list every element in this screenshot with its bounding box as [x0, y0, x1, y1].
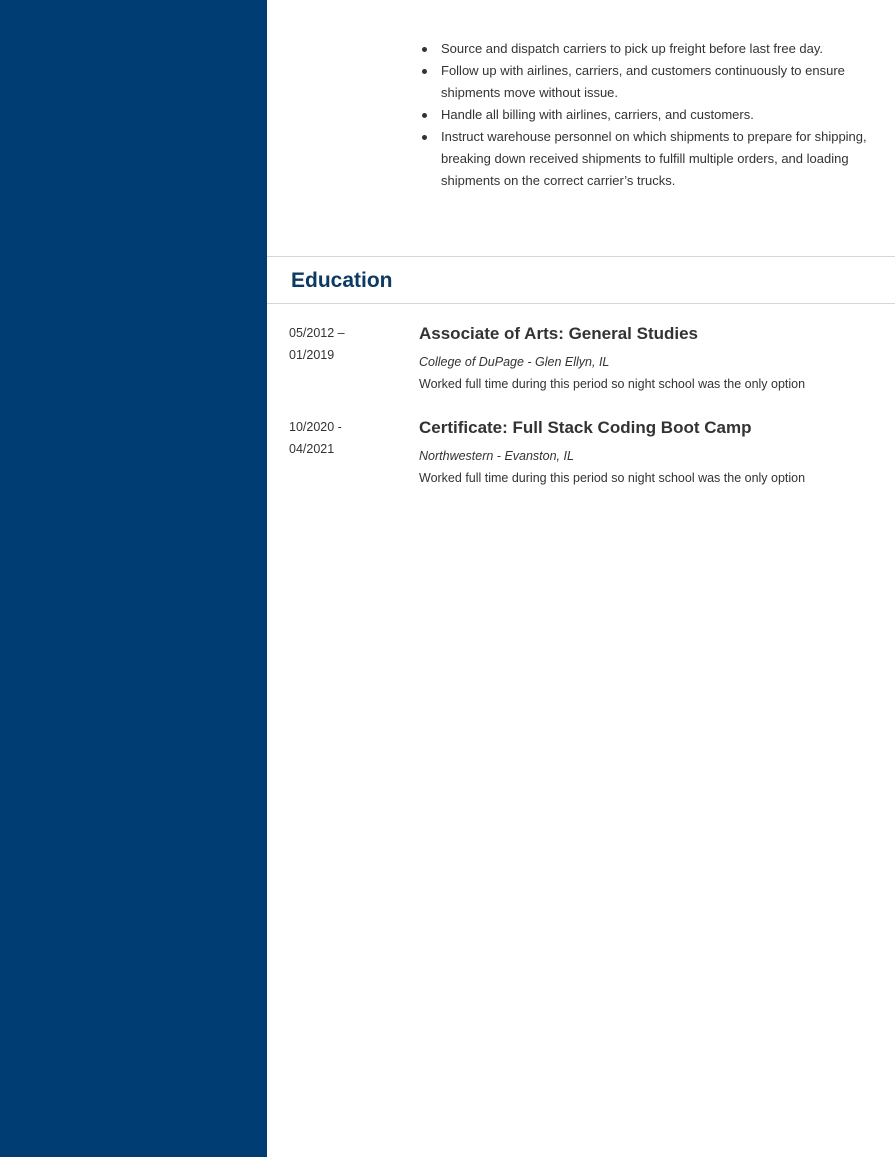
- education-date-end: 04/2021: [289, 442, 335, 456]
- education-degree: Associate of Arts: General Studies: [419, 324, 699, 343]
- education-heading: Education: [291, 269, 393, 292]
- experience-bullet: [441, 38, 881, 60]
- main-content: [267, 0, 895, 1157]
- bullet-dot-icon: [422, 113, 427, 118]
- education-school: College of DuPage - Glen Ellyn, IL: [419, 355, 610, 369]
- education-date-end: 01/2019: [289, 348, 335, 362]
- education-date-range: [289, 416, 399, 460]
- education-note: Worked full time during this period so night school was the only option: [419, 471, 806, 485]
- bullet-dot-icon: [422, 135, 427, 140]
- education-school: Northwestern - Evanston, IL: [419, 449, 574, 463]
- experience-bullet: [441, 104, 881, 126]
- education-details: [419, 322, 879, 395]
- experience-bullet-text: Instruct warehouse personnel on which shipments to prepare for shipping, breaking down received shipments to fulfill multiple orders, and loading shipments on the correct carrier’s trucks.: [441, 129, 867, 188]
- education-date-range: [289, 322, 399, 366]
- sidebar-panel: [0, 0, 267, 1157]
- experience-bullet-text: Follow up with airlines, carriers, and customers continuously to ensure shipments move without issue.: [441, 63, 845, 100]
- education-date-start: 05/2012 –: [289, 326, 345, 340]
- experience-bullet: [441, 126, 881, 192]
- education-section-header: [267, 256, 895, 304]
- experience-bullet-text: Handle all billing with airlines, carriers, and customers.: [441, 107, 754, 122]
- experience-bullet-list: [417, 38, 881, 192]
- experience-bullet-text: Source and dispatch carriers to pick up freight before last free day.: [441, 41, 824, 56]
- education-date-start: 10/2020 -: [289, 420, 342, 434]
- education-degree: Certificate: Full Stack Coding Boot Camp: [419, 418, 752, 437]
- education-note: Worked full time during this period so night school was the only option: [419, 377, 806, 391]
- bullet-dot-icon: [422, 47, 427, 52]
- experience-bullet: [441, 60, 881, 104]
- bullet-dot-icon: [422, 69, 427, 74]
- education-details: [419, 416, 879, 489]
